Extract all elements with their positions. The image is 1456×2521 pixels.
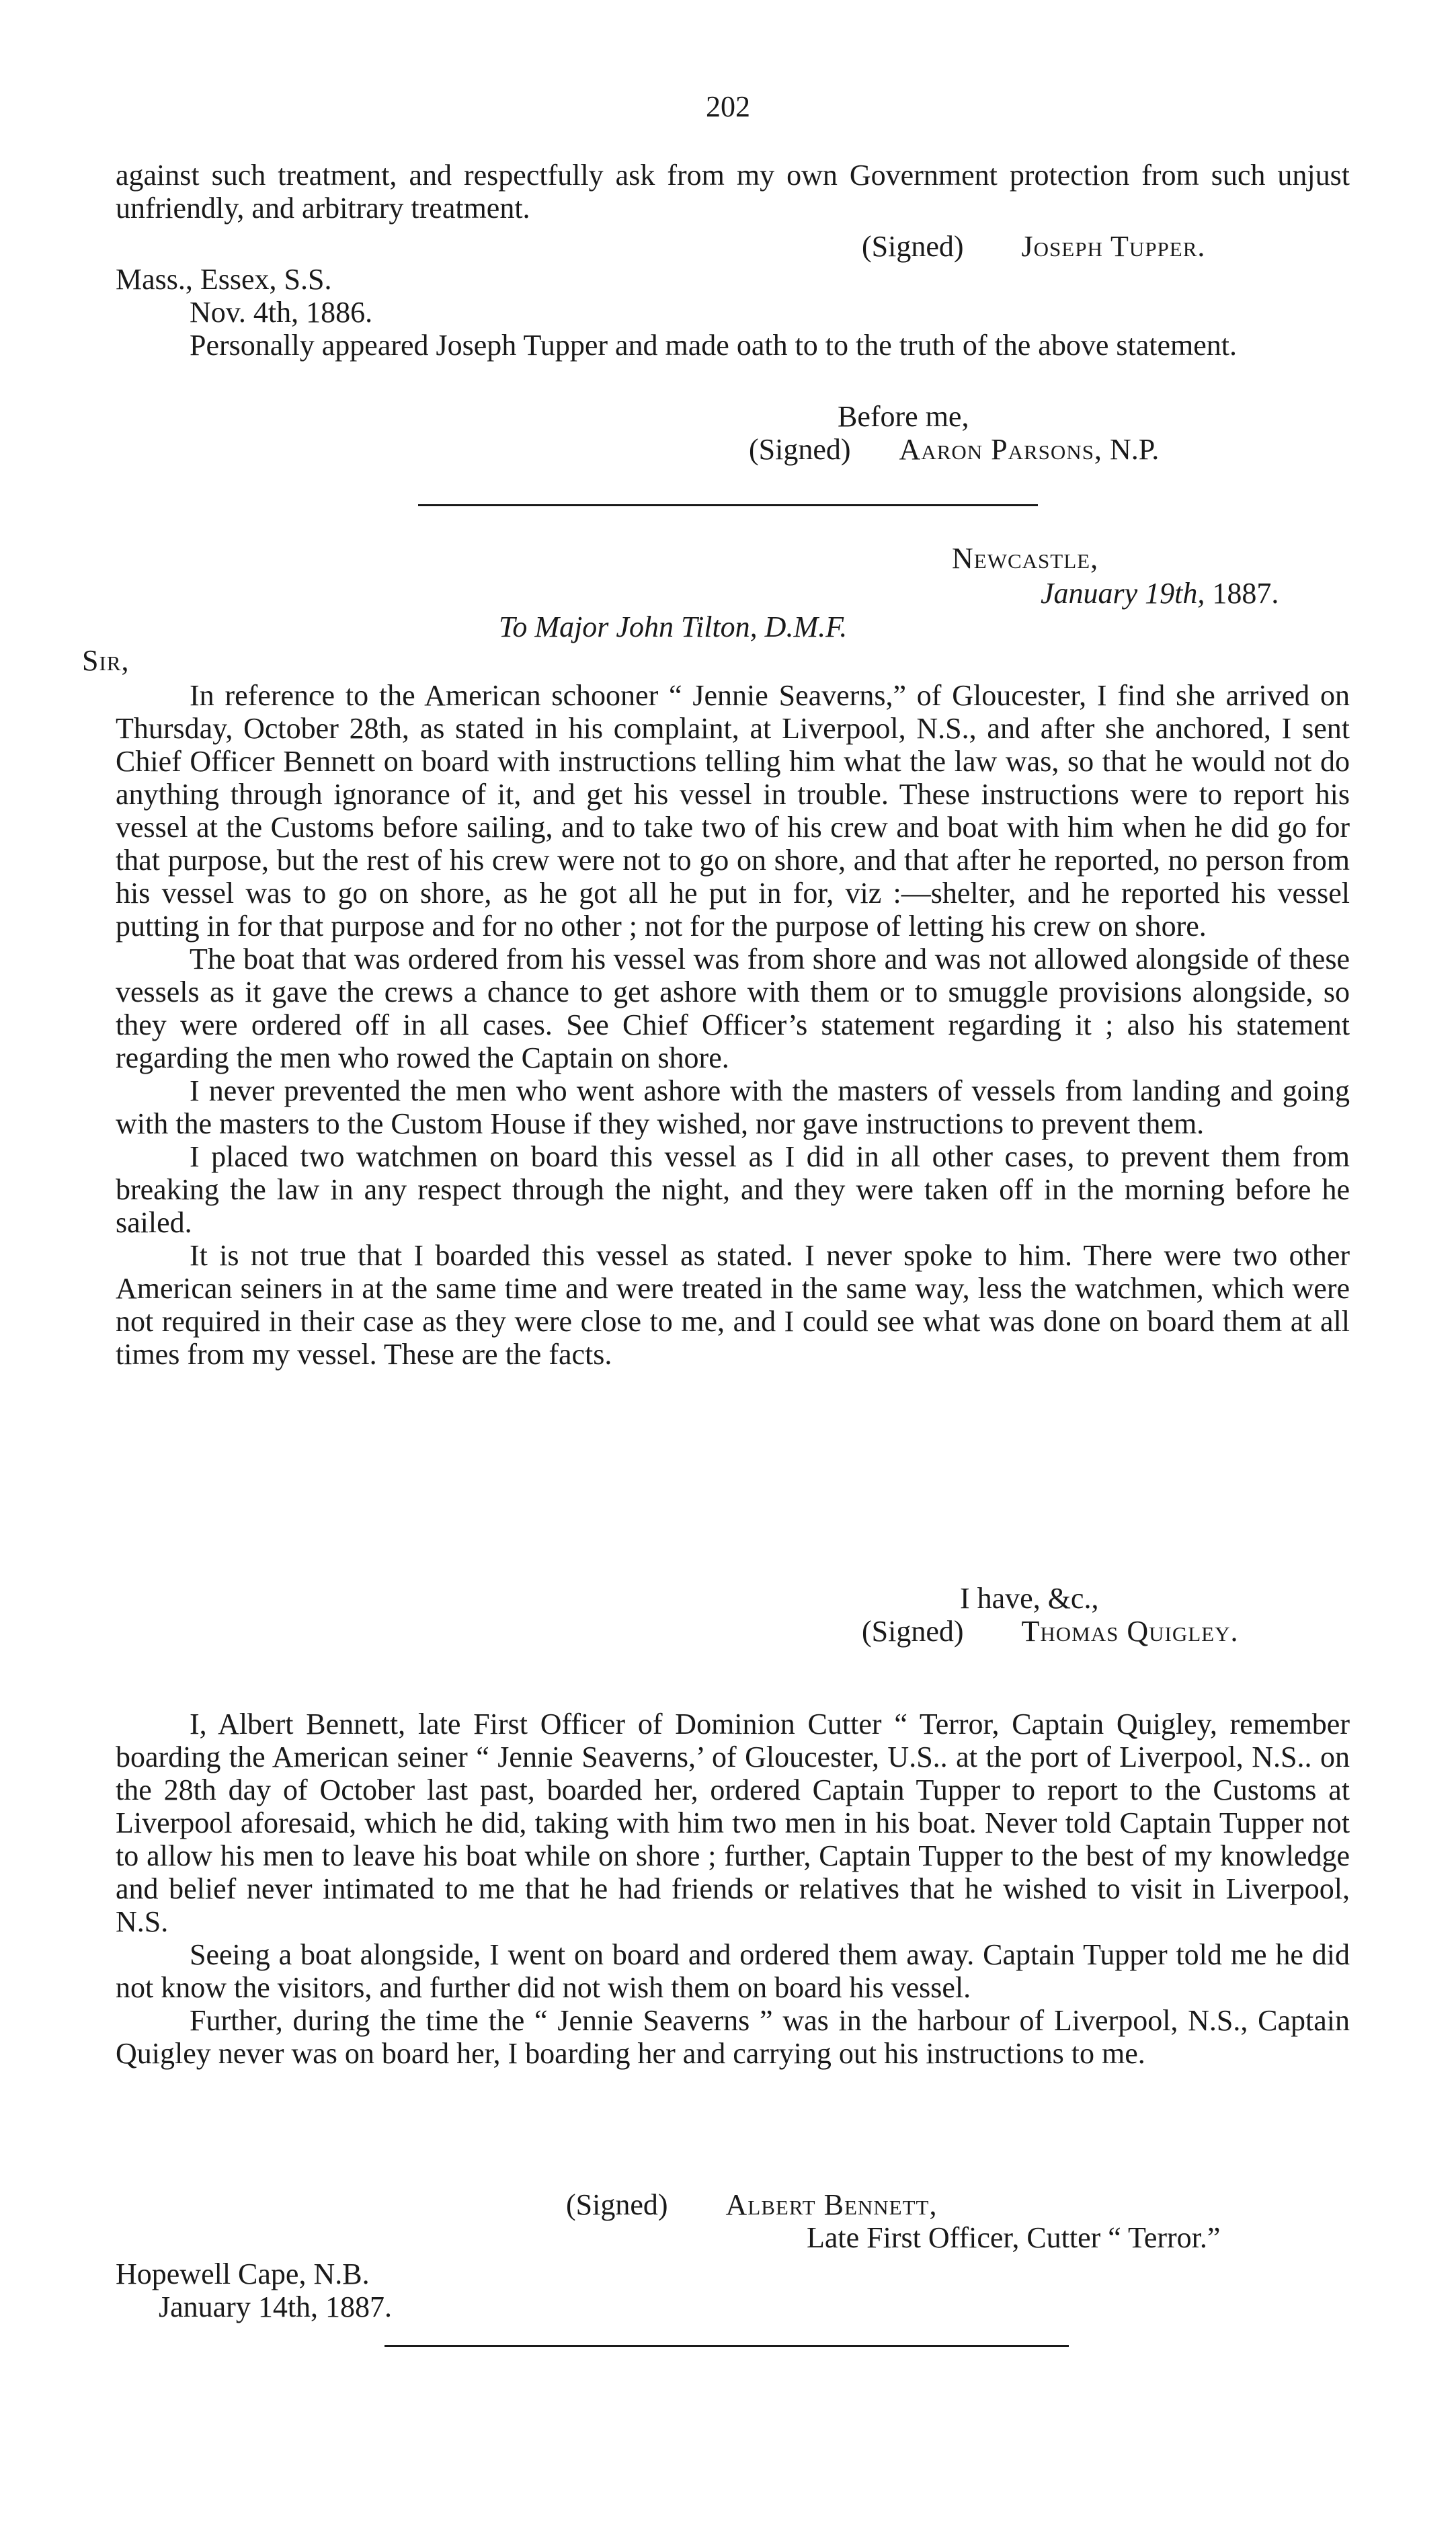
signed-marker: (Signed): [862, 230, 964, 263]
quigley-letter-date-day: January 19th,: [1041, 577, 1205, 610]
quigley-letter-addressee: To Major John Tilton, D.M.F.: [499, 610, 848, 643]
bennett-signature-line: [566, 2188, 937, 2221]
notary-signature-line: [749, 433, 1159, 466]
quigley-letter-salutation: Sir,: [82, 644, 130, 677]
signed-marker: (Signed): [566, 2188, 668, 2221]
signed-marker: (Signed): [749, 433, 851, 466]
page-number: 202: [706, 90, 750, 123]
tupper-affidavit-date: Nov. 4th, 1886.: [190, 296, 373, 329]
quigley-letter-body: [116, 679, 1350, 1371]
bennett-statement-date: January 14th, 1887.: [159, 2290, 393, 2323]
bennett-paragraph: I, Albert Bennett, late First Officer of Dominion Cutter “ Terror, Captain Quigley, remember boarding the American seiner “ Jennie Seaverns,’ of Gloucester, U.S.. at the port of Liverpool, N.S.. on the 28th day of October last past, boarded her, ordered Captain Tupper to report to the Customs at Liverpool aforesaid, which he did, taking with him two men in his boat. Never told Captain Tupper not to allow his men to leave his boat while on shore ; further, Captain Tupper to the best of my knowledge and belief never intimated to me that he had friends or relatives that he wished to visit in Liverpool, N.S.: [116, 1708, 1350, 1938]
tupper-oath: [116, 329, 1350, 362]
quigley-letter-date: [1041, 577, 1279, 610]
end-divider: [385, 2345, 1069, 2347]
quigley-letter-place: Newcastle,: [952, 542, 1099, 575]
quigley-signer-name: Thomas Quigley.: [1021, 1615, 1239, 1648]
bennett-paragraph: Seeing a boat alongside, I went on board and ordered them away. Captain Tupper told me he did not know the visitors, and further did not wish them on board his vessel.: [116, 1938, 1350, 2004]
tupper-closing-text: [116, 159, 1350, 225]
notary-title: N.P.: [1109, 433, 1160, 466]
bennett-signer-title: Late First Officer, Cutter “ Terror.”: [807, 2221, 1221, 2254]
tupper-signature-line: [862, 230, 1205, 263]
section-divider: [418, 504, 1038, 506]
quigley-paragraph: In reference to the American schooner “ Jennie Seaverns,” of Gloucester, I find she arrived on Thursday, October 28th, as stated in his complaint, at Liverpool, N.S., and after she anchored, I sent Chief Officer Bennett on board with instructions telling him what the law was, so that he would not do anything through ignorance of it, and get his vessel in trouble. These instructions were to report his vessel at the Customs before sailing, and to take two of his crew and boat with him when he did go for that purpose, but the rest of his crew were not to go on shore, and that after he reported, no person from his vessel was to go on shore, as he got all he put in for, viz :—shelter, and he reported his vessel putting in for that purpose and for no other ; not for the purpose of letting his crew on shore.: [116, 679, 1350, 943]
quigley-paragraph: The boat that was ordered from his vessel was from shore and was not allowed alongside of these vessels as it gave the crews a chance to get ashore with them or to smuggle provisions alongside, so they were ordered off in all cases. See Chief Officer’s statement regarding it ; also his statement regarding the men who rowed the Captain on shore.: [116, 943, 1350, 1074]
tupper-venue: Mass., Essex, S.S.: [116, 263, 332, 296]
bennett-signer-name: Albert Bennett,: [725, 2188, 938, 2221]
quigley-paragraph: It is not true that I boarded this vessel as stated. I never spoke to him. There were two other American seiners in at the same time and were treated in the same way, less the watchmen, which were not required in their case as they were close to me, and I could see what was done on board them at all times from my vessel. These are the facts.: [116, 1239, 1350, 1371]
notary-name: Aaron Parsons,: [899, 433, 1102, 466]
quigley-paragraph: I placed two watchmen on board this vessel as I did in all other cases, to prevent them from breaking the law in any respect through the night, and they were taken off in the morning before he sailed.: [116, 1140, 1350, 1239]
quigley-letter-closing: I have, &c.,: [960, 1582, 1099, 1615]
signed-marker: (Signed): [862, 1615, 964, 1648]
tupper-signer-name: Joseph Tupper.: [1021, 230, 1206, 263]
tupper-oath-paragraph: Personally appeared Joseph Tupper and made oath to to the truth of the above statement.: [190, 329, 1237, 362]
quigley-letter-date-year: 1887.: [1212, 577, 1279, 610]
quigley-signature-line: [862, 1615, 1239, 1648]
tupper-closing-paragraph: against such treatment, and respectfully ask from my own Government protection from such unjust unfriendly, and arbitrary treatment.: [116, 159, 1350, 225]
bennett-statement-body: [116, 1708, 1350, 2070]
before-me: Before me,: [838, 400, 969, 433]
quigley-paragraph: I never prevented the men who went ashore with the masters of vessels from landing and going with the masters to the Custom House if they wished, nor gave instructions to prevent them.: [116, 1074, 1350, 1140]
bennett-statement-place: Hopewell Cape, N.B.: [116, 2257, 370, 2290]
bennett-paragraph: Further, during the time the “ Jennie Seaverns ” was in the harbour of Liverpool, N.S., Captain Quigley never was on board her, I boarding her and carrying out his instructions to me.: [116, 2004, 1350, 2070]
